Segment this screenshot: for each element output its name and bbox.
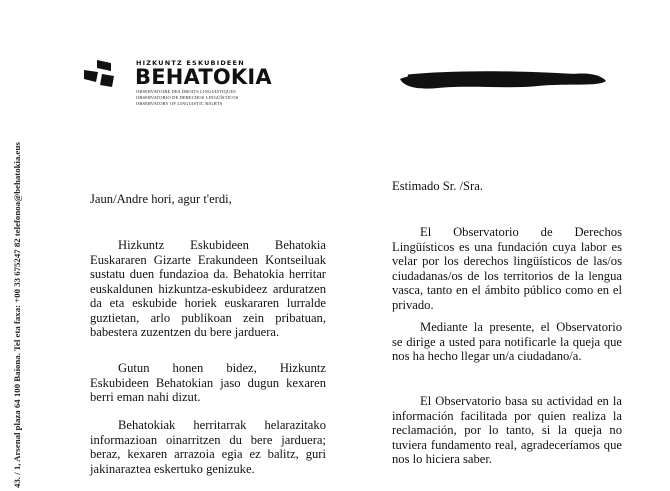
- redacted-address: [398, 69, 608, 91]
- basque-greeting: Jaun/Andre hori, agur t'erdi,: [90, 192, 232, 206]
- spanish-paragraph: Mediante la presente, el Observatorio se dirige a usted para notificarle la queja que nos ha hecho llegar un/a ciudadano/a.: [392, 320, 622, 363]
- behatokia-logo: [84, 58, 272, 118]
- logo-subtitle-line: OBSERVATORIO DE DERECHOS LINGÜÍSTICOS: [136, 95, 239, 100]
- logo-subtitle: [136, 89, 238, 107]
- logo-subtitle-line: OBSERVATORY OF LINGUISTIC RIGHTS: [136, 101, 223, 106]
- contact-address: 43. / 1, Arsenal plaza 64 100 Baiona. Tel eta faxa: +00 33 675247 82 telefonoa@behatokia.eus: [12, 142, 22, 488]
- spanish-paragraph: El Observatorio de Derechos Lingüísticos es una fundación cuya labor es velar por los derechos lingüísticos de las/os ciudadanas/os de los territorios de la lengua vasca, tanto en el ámbito público como en el privado.: [392, 225, 622, 312]
- basque-paragraph: Behatokiak herritarrak helarazitako informazioan oinarritzen du bere jarduera; beraz, kexaren arrazoia egia ez balitz, guri jakinaraztea eskertuko genizuke.: [90, 418, 326, 476]
- behatokia-logo-icon: [84, 58, 128, 88]
- sidebar-contact: [2, 142, 22, 488]
- logo-name: BEHATOKIA: [135, 65, 272, 89]
- basque-paragraph: Hizkuntz Eskubideen Behatokia Euskararen Gizarte Erakundeen Kontseiluak sustatu duen fundazioa da. Behatokia herritar euskaldunen hizkuntza-eskubideez arduratzen da eta eskubide horiek euskararen lurralde guztietan, arlo publikoan zein pribatuan, babestera zuzentzen du bere jarduera.: [90, 238, 326, 339]
- basque-paragraph: Gutun honen bidez, Hizkuntz Eskubideen Behatokian jaso dugun kexaren berri eman nahi dizut.: [90, 361, 326, 404]
- spanish-paragraph: El Observatorio basa su actividad en la información facilitada por quien realiza la reclamación, por lo tanto, si la queja no tuviera fundamento real, agradeceríamos que nos lo hiciera saber.: [392, 394, 622, 466]
- logo-top-line: HIZKUNTZ ESKUBIDEEN: [136, 59, 245, 67]
- spanish-greeting: Estimado Sr. /Sra.: [392, 179, 483, 193]
- logo-subtitle-line: OBSERVATOIRE DES DROITS LINGUISTIQUES: [136, 89, 236, 94]
